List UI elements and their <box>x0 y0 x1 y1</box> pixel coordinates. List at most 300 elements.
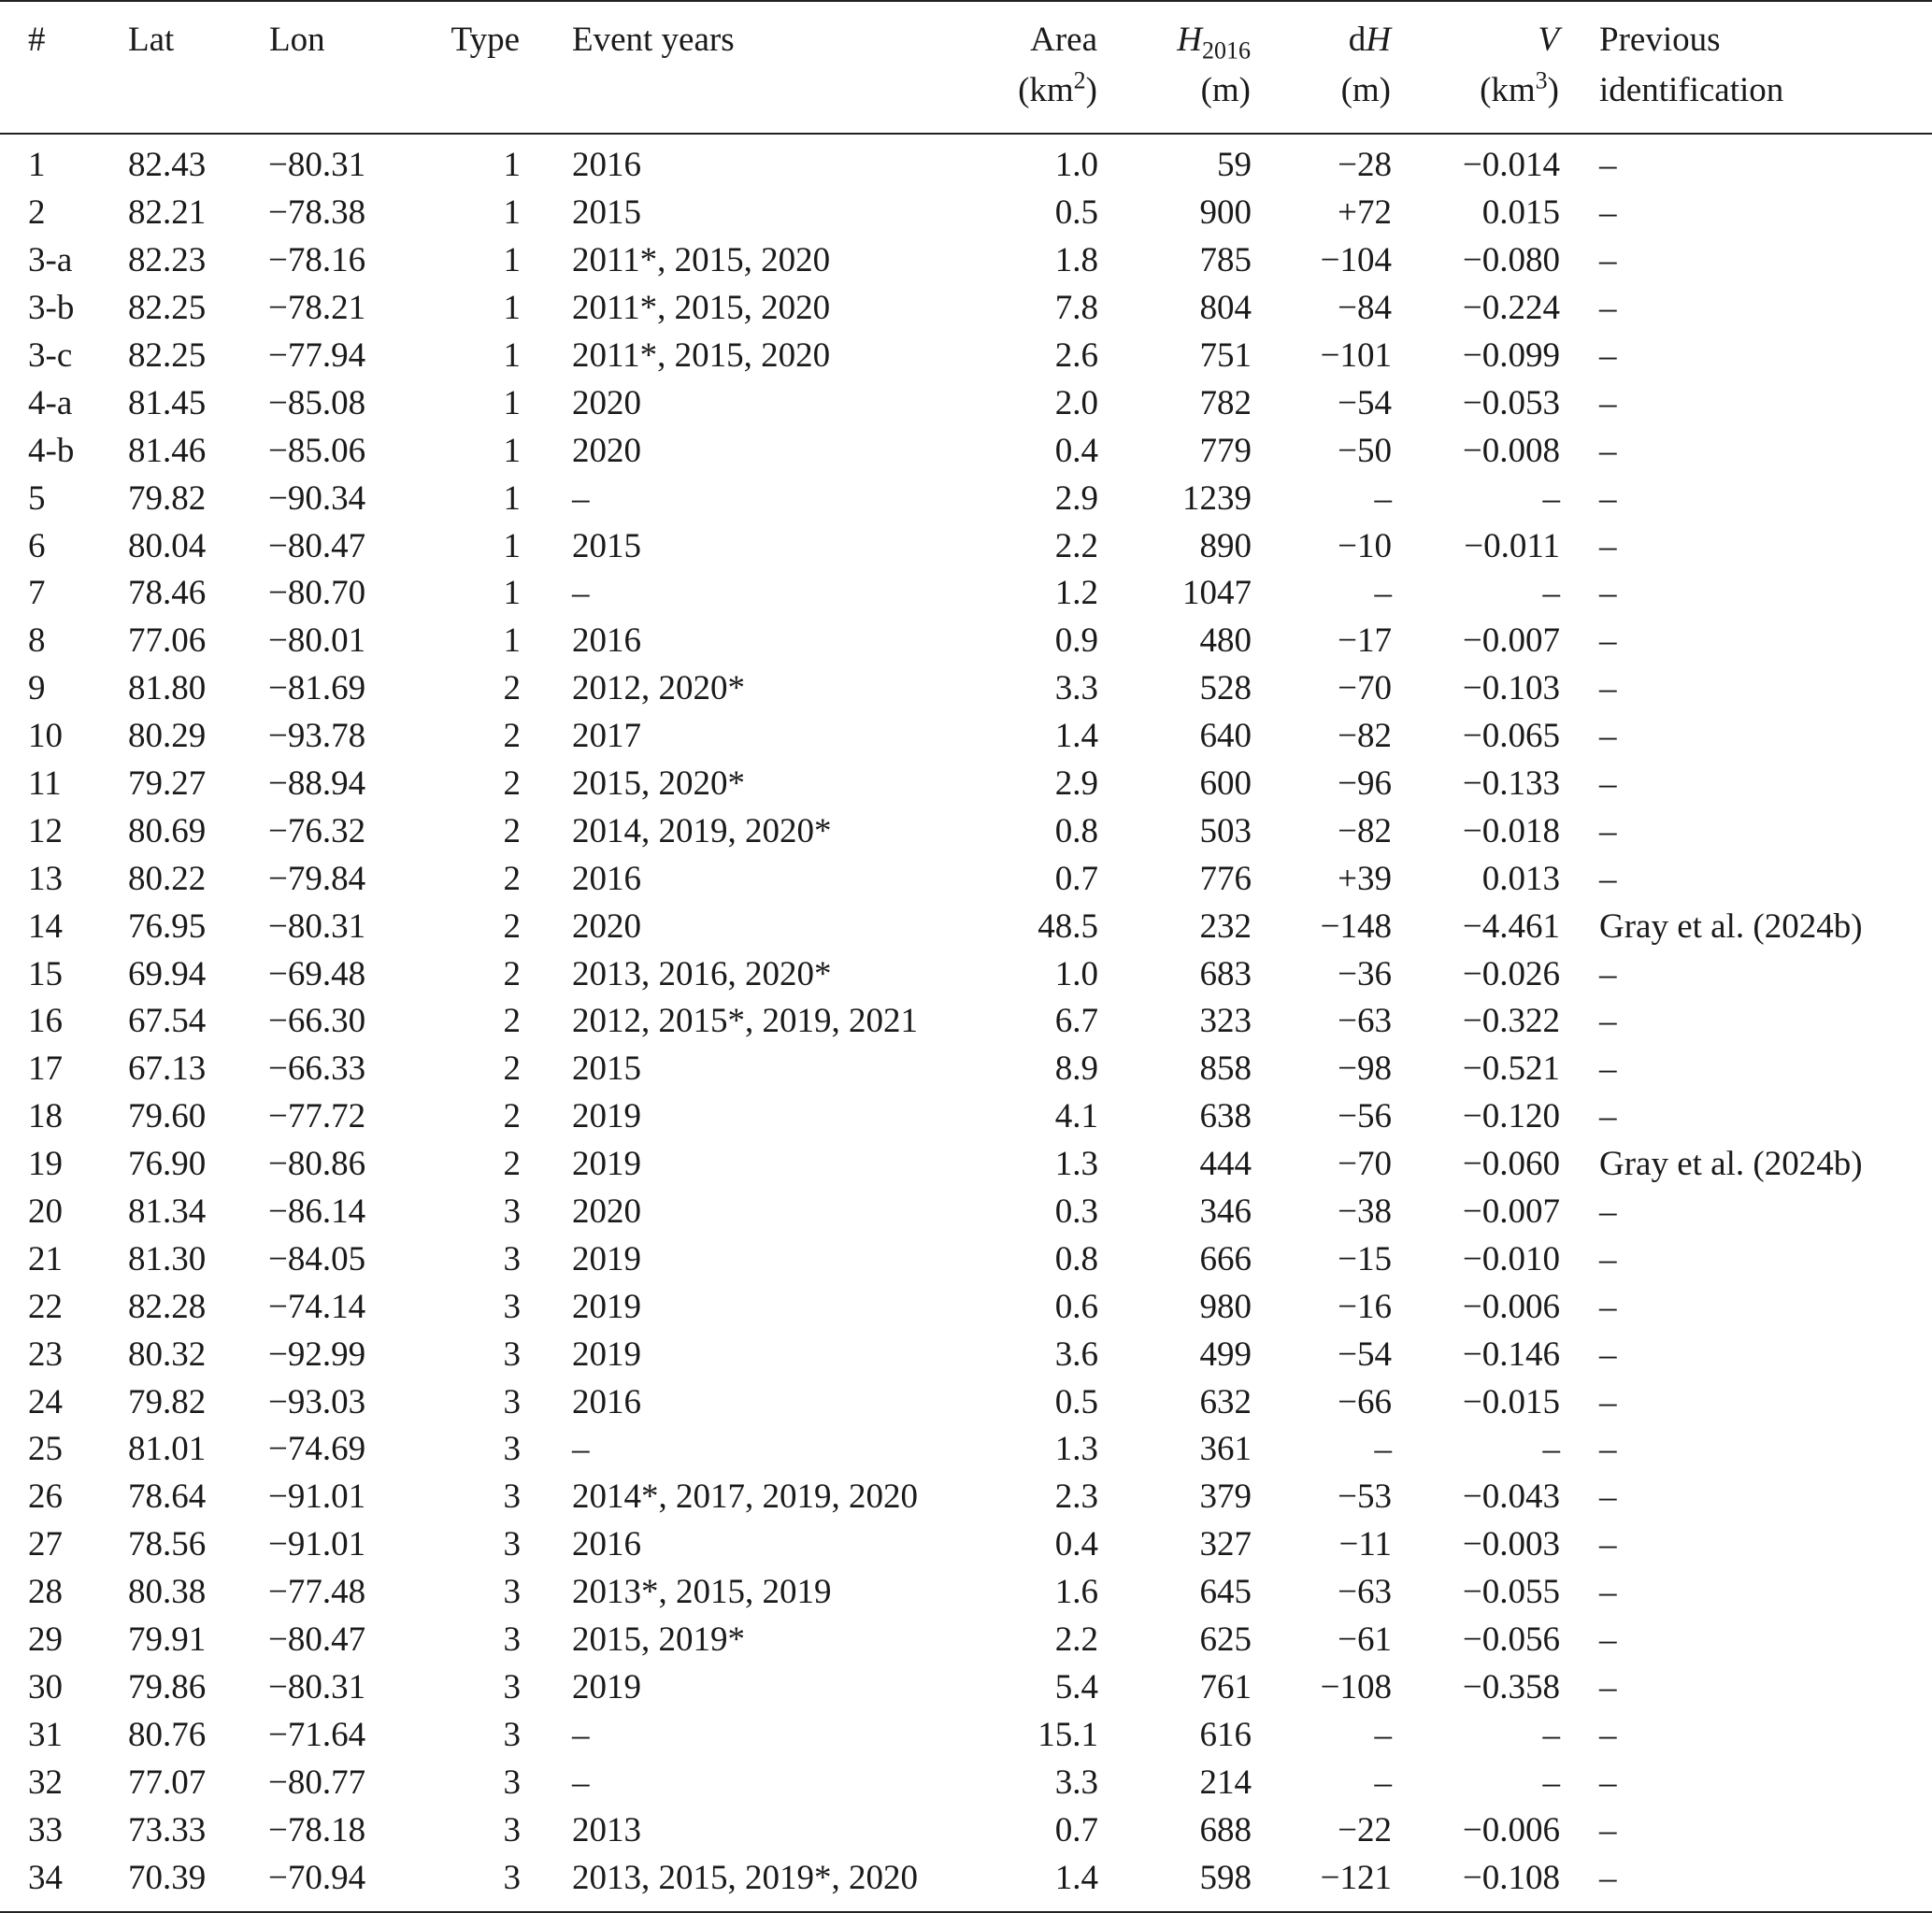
cell-area: 15.1 <box>1038 1715 1098 1754</box>
cell-dh: −61 <box>1338 1620 1392 1660</box>
cell-num: 1 <box>28 146 46 185</box>
cell-dh: −28 <box>1338 146 1392 185</box>
table-row <box>0 713 1932 761</box>
cell-lat: 67.54 <box>128 1002 207 1041</box>
cell-num: 29 <box>28 1620 63 1660</box>
cell-previous-identification: – <box>1599 669 1617 708</box>
cell-h2016: 598 <box>1199 1858 1252 1897</box>
table-row <box>0 1474 1932 1521</box>
cell-event-years: – <box>572 574 590 613</box>
cell-event-years: 2014, 2019, 2020* <box>572 811 832 850</box>
cell-num: 33 <box>28 1810 63 1849</box>
cell-h2016: 379 <box>1199 1478 1252 1517</box>
cell-event-years: 2013, 2016, 2020* <box>572 954 832 993</box>
cell-type: 1 <box>503 383 521 422</box>
cell-volume: −0.133 <box>1462 764 1560 804</box>
cell-num: 2 <box>28 193 46 233</box>
cell-event-years: 2012, 2020* <box>572 669 745 708</box>
cell-type: 1 <box>503 146 521 185</box>
cell-lon: −80.86 <box>268 1145 366 1184</box>
table-row <box>0 1378 1932 1426</box>
cell-h2016: 327 <box>1199 1525 1252 1564</box>
cell-dh: −70 <box>1338 669 1392 708</box>
cell-lat: 78.56 <box>128 1525 207 1564</box>
cell-event-years: 2013*, 2015, 2019 <box>572 1573 832 1612</box>
cell-previous-identification: – <box>1599 431 1617 470</box>
cell-h2016: 683 <box>1199 954 1252 993</box>
cell-num: 3-b <box>28 289 75 328</box>
cell-lat: 79.86 <box>128 1667 207 1706</box>
cell-lon: −91.01 <box>268 1478 366 1517</box>
cell-type: 1 <box>503 526 521 565</box>
cell-event-years: 2020 <box>572 431 641 470</box>
cell-lat: 82.43 <box>128 146 207 185</box>
cell-lat: 81.80 <box>128 669 207 708</box>
cell-area: 2.9 <box>1054 764 1098 804</box>
table-row <box>0 761 1932 808</box>
cell-previous-identification: – <box>1599 193 1617 233</box>
cell-type: 2 <box>503 1097 521 1136</box>
cell-lon: −88.94 <box>268 764 366 804</box>
cell-previous-identification: – <box>1599 859 1617 898</box>
cell-dh: −53 <box>1338 1478 1392 1517</box>
cell-area: 0.9 <box>1054 621 1098 661</box>
cell-event-years: 2020 <box>572 907 641 946</box>
cell-lon: −78.18 <box>268 1810 366 1849</box>
cell-lat: 81.30 <box>128 1239 207 1278</box>
cell-previous-identification: – <box>1599 1097 1617 1136</box>
cell-lat: 69.94 <box>128 954 207 993</box>
cell-area: 3.3 <box>1054 669 1098 708</box>
cell-dh: −121 <box>1320 1858 1392 1897</box>
cell-num: 21 <box>28 1239 63 1278</box>
cell-lat: 82.28 <box>128 1287 207 1326</box>
cell-h2016: 645 <box>1199 1573 1252 1612</box>
cell-num: 14 <box>28 907 63 946</box>
cell-lon: −93.03 <box>268 1382 366 1421</box>
cell-h2016: 761 <box>1199 1667 1252 1706</box>
cell-volume: −0.521 <box>1462 1049 1560 1089</box>
cell-num: 11 <box>28 764 62 804</box>
cell-h2016: 785 <box>1199 241 1252 280</box>
cell-num: 34 <box>28 1858 63 1897</box>
cell-previous-identification: – <box>1599 764 1617 804</box>
cell-area: 1.4 <box>1054 1858 1098 1897</box>
cell-num: 5 <box>28 478 46 518</box>
cell-volume: −0.358 <box>1462 1667 1560 1706</box>
cell-event-years: – <box>572 1763 590 1802</box>
cell-event-years: 2015 <box>572 1049 641 1089</box>
cell-lat: 82.23 <box>128 241 207 280</box>
cell-previous-identification: – <box>1599 1049 1617 1089</box>
cell-dh: −10 <box>1338 526 1392 565</box>
cell-num: 27 <box>28 1525 63 1564</box>
cell-lat: 82.25 <box>128 336 207 375</box>
cell-volume: −0.065 <box>1462 717 1560 756</box>
cell-event-years: – <box>572 1430 590 1469</box>
cell-dh: −84 <box>1338 289 1392 328</box>
cell-h2016: 503 <box>1199 811 1252 850</box>
cell-h2016: 890 <box>1199 526 1252 565</box>
cell-lat: 73.33 <box>128 1810 207 1849</box>
cell-lat: 82.21 <box>128 193 207 233</box>
cell-volume: −0.056 <box>1462 1620 1560 1660</box>
cell-type: 3 <box>503 1478 521 1517</box>
cell-lat: 79.91 <box>128 1620 207 1660</box>
cell-type: 3 <box>503 1335 521 1374</box>
cell-previous-identification: – <box>1599 289 1617 328</box>
cell-volume: −0.108 <box>1462 1858 1560 1897</box>
cell-previous-identification: – <box>1599 1335 1617 1374</box>
cell-previous-identification: – <box>1599 574 1617 613</box>
cell-area: 4.1 <box>1054 1097 1098 1136</box>
cell-area: 7.8 <box>1054 289 1098 328</box>
cell-h2016: 858 <box>1199 1049 1252 1089</box>
cell-lat: 78.46 <box>128 574 207 613</box>
cell-lat: 77.06 <box>128 621 207 661</box>
cell-h2016: 346 <box>1199 1192 1252 1232</box>
cell-lon: −78.21 <box>268 289 366 328</box>
cell-dh: −108 <box>1320 1667 1392 1706</box>
cell-area: 8.9 <box>1054 1049 1098 1089</box>
table-row <box>0 522 1932 570</box>
cell-h2016: 59 <box>1217 146 1252 185</box>
cell-area: 1.0 <box>1054 146 1098 185</box>
cell-lon: −69.48 <box>268 954 366 993</box>
cell-type: 3 <box>503 1430 521 1469</box>
cell-num: 4-a <box>28 383 73 422</box>
cell-type: 2 <box>503 859 521 898</box>
cell-area: 0.4 <box>1054 1525 1098 1564</box>
cell-volume: −0.008 <box>1462 431 1560 470</box>
cell-type: 1 <box>503 336 521 375</box>
cell-h2016: 528 <box>1199 669 1252 708</box>
cell-num: 9 <box>28 669 46 708</box>
cell-type: 3 <box>503 1239 521 1278</box>
cell-volume: −0.120 <box>1462 1097 1560 1136</box>
cell-area: 1.2 <box>1054 574 1098 613</box>
cell-dh: −104 <box>1320 241 1392 280</box>
cell-volume: −0.014 <box>1462 146 1560 185</box>
cell-dh: −36 <box>1338 954 1392 993</box>
cell-num: 13 <box>28 859 63 898</box>
cell-event-years: 2014*, 2017, 2019, 2020 <box>572 1478 918 1517</box>
cell-previous-identification: – <box>1599 1002 1617 1041</box>
table-row <box>0 1426 1932 1474</box>
cell-type: 3 <box>503 1287 521 1326</box>
cell-volume: −0.026 <box>1462 954 1560 993</box>
cell-num: 26 <box>28 1478 63 1517</box>
cell-dh: −54 <box>1338 1335 1392 1374</box>
cell-lon: −78.38 <box>268 193 366 233</box>
cell-previous-identification: – <box>1599 1192 1617 1232</box>
cell-type: 3 <box>503 1573 521 1612</box>
cell-previous-identification: – <box>1599 336 1617 375</box>
cell-type: 1 <box>503 574 521 613</box>
cell-lat: 82.25 <box>128 289 207 328</box>
cell-previous-identification: – <box>1599 1239 1617 1278</box>
cell-area: 2.3 <box>1054 1478 1098 1517</box>
cell-lon: −80.77 <box>268 1763 366 1802</box>
cell-dh: −63 <box>1338 1002 1392 1041</box>
cell-previous-identification: – <box>1599 1478 1617 1517</box>
cell-dh: – <box>1374 1763 1392 1802</box>
cell-previous-identification: – <box>1599 717 1617 756</box>
table-row <box>0 1093 1932 1141</box>
cell-num: 3-a <box>28 241 73 280</box>
cell-type: 2 <box>503 1145 521 1184</box>
table-row <box>0 855 1932 903</box>
cell-lat: 79.60 <box>128 1097 207 1136</box>
cell-volume: −0.015 <box>1462 1382 1560 1421</box>
header-row <box>0 1 1932 134</box>
cell-lon: −71.64 <box>268 1715 366 1754</box>
cell-lon: −79.84 <box>268 859 366 898</box>
cell-lon: −80.31 <box>268 907 366 946</box>
cell-type: 3 <box>503 1667 521 1706</box>
cell-volume: −0.006 <box>1462 1810 1560 1849</box>
cell-lon: −85.06 <box>268 431 366 470</box>
col-header-lat: Lat <box>128 21 175 59</box>
col-header-h2016: $H_{2016}$ (m) <box>1177 21 1251 109</box>
cell-num: 19 <box>28 1145 63 1184</box>
cell-dh: – <box>1374 1715 1392 1754</box>
table-row <box>0 190 1932 237</box>
table-row <box>0 618 1932 665</box>
cell-area: 1.4 <box>1054 717 1098 756</box>
cell-lat: 76.95 <box>128 907 207 946</box>
cell-h2016: 444 <box>1199 1145 1252 1184</box>
cell-lon: −91.01 <box>268 1525 366 1564</box>
table-row <box>0 1521 1932 1569</box>
cell-num: 20 <box>28 1192 63 1232</box>
cell-lon: −77.72 <box>268 1097 366 1136</box>
cell-area: 0.8 <box>1054 1239 1098 1278</box>
cell-h2016: 804 <box>1199 289 1252 328</box>
cell-dh: −82 <box>1338 717 1392 756</box>
cell-h2016: 688 <box>1199 1810 1252 1849</box>
cell-dh: – <box>1374 574 1392 613</box>
cell-volume: −0.080 <box>1462 241 1560 280</box>
cell-volume: 0.015 <box>1481 193 1560 233</box>
cell-area: 3.3 <box>1054 1763 1098 1802</box>
cell-type: 2 <box>503 764 521 804</box>
cell-area: 5.4 <box>1054 1667 1098 1706</box>
cell-h2016: 666 <box>1199 1239 1252 1278</box>
cell-type: 1 <box>503 289 521 328</box>
cell-type: 3 <box>503 1192 521 1232</box>
table-row <box>0 1854 1932 1912</box>
cell-h2016: 900 <box>1199 193 1252 233</box>
cell-lon: −92.99 <box>268 1335 366 1374</box>
cell-lon: −70.94 <box>268 1858 366 1897</box>
cell-previous-identification: – <box>1599 1525 1617 1564</box>
col-header-lon: Lon <box>269 21 325 59</box>
cell-event-years: 2015 <box>572 193 641 233</box>
cell-num: 25 <box>28 1430 63 1469</box>
cell-area: 0.7 <box>1054 1810 1098 1849</box>
cell-type: 2 <box>503 811 521 850</box>
cell-event-years: 2016 <box>572 146 641 185</box>
table-row <box>0 1711 1932 1759</box>
cell-previous-identification: – <box>1599 1573 1617 1612</box>
cell-area: 2.0 <box>1054 383 1098 422</box>
cell-volume: −0.099 <box>1462 336 1560 375</box>
cell-dh: −82 <box>1338 811 1392 850</box>
cell-area: 0.6 <box>1054 1287 1098 1326</box>
cell-num: 15 <box>28 954 63 993</box>
cell-event-years: 2013 <box>572 1810 641 1849</box>
cell-volume: −0.055 <box>1462 1573 1560 1612</box>
cell-area: 1.0 <box>1054 954 1098 993</box>
cell-area: 1.6 <box>1054 1573 1098 1612</box>
table-row <box>0 903 1932 950</box>
cell-h2016: 632 <box>1199 1382 1252 1421</box>
cell-type: 2 <box>503 907 521 946</box>
cell-previous-identification: – <box>1599 383 1617 422</box>
cell-event-years: 2017 <box>572 717 641 756</box>
cell-lon: −93.78 <box>268 717 366 756</box>
cell-lon: −80.47 <box>268 1620 366 1660</box>
cell-num: 12 <box>28 811 63 850</box>
cell-h2016: 640 <box>1199 717 1252 756</box>
cell-volume: −0.018 <box>1462 811 1560 850</box>
cell-volume: – <box>1542 478 1560 518</box>
table-row <box>0 333 1932 380</box>
cell-event-years: 2016 <box>572 1382 641 1421</box>
cell-volume: −0.006 <box>1462 1287 1560 1326</box>
cell-h2016: 625 <box>1199 1620 1252 1660</box>
cell-num: 18 <box>28 1097 63 1136</box>
col-header-type: Type <box>451 21 520 59</box>
cell-h2016: 616 <box>1199 1715 1252 1754</box>
table-row <box>0 134 1932 190</box>
cell-dh: −63 <box>1338 1573 1392 1612</box>
col-header-dh: dH (m) <box>1340 21 1391 109</box>
table-row <box>0 1569 1932 1617</box>
cell-event-years: – <box>572 1715 590 1754</box>
cell-dh: – <box>1374 478 1392 518</box>
cell-lon: −78.16 <box>268 241 366 280</box>
table-row <box>0 1235 1932 1283</box>
cell-area: 2.9 <box>1054 478 1098 518</box>
cell-dh: −56 <box>1338 1097 1392 1136</box>
cell-event-years: 2019 <box>572 1145 641 1184</box>
cell-num: 28 <box>28 1573 63 1612</box>
cell-volume: −0.010 <box>1462 1239 1560 1278</box>
cell-area: 0.4 <box>1054 431 1098 470</box>
cell-volume: −0.007 <box>1462 1192 1560 1232</box>
cell-num: 17 <box>28 1049 63 1089</box>
table-row <box>0 285 1932 333</box>
cell-previous-identification: – <box>1599 526 1617 565</box>
cell-lon: −80.31 <box>268 1667 366 1706</box>
col-header-area: Area $(km^2)$ <box>1018 21 1097 109</box>
table-row <box>0 237 1932 285</box>
cell-area: 2.2 <box>1054 1620 1098 1660</box>
cell-previous-identification: – <box>1599 1620 1617 1660</box>
cell-dh: −54 <box>1338 383 1392 422</box>
cell-area: 1.3 <box>1054 1145 1098 1184</box>
cell-lat: 70.39 <box>128 1858 207 1897</box>
cell-previous-identification: – <box>1599 1763 1617 1802</box>
cell-event-years: 2019 <box>572 1335 641 1374</box>
cell-dh: −66 <box>1338 1382 1392 1421</box>
col-header-event-years: Event years <box>572 21 735 59</box>
cell-event-years: 2019 <box>572 1667 641 1706</box>
cell-h2016: 776 <box>1199 859 1252 898</box>
cell-type: 2 <box>503 669 521 708</box>
cell-lat: 76.90 <box>128 1145 207 1184</box>
cell-type: 1 <box>503 478 521 518</box>
cell-volume: – <box>1542 1715 1560 1754</box>
cell-h2016: 361 <box>1199 1430 1252 1469</box>
cell-dh: +39 <box>1338 859 1392 898</box>
cell-lon: −74.14 <box>268 1287 366 1326</box>
cell-lat: 79.27 <box>128 764 207 804</box>
cell-volume: −0.003 <box>1462 1525 1560 1564</box>
cell-lon: −80.47 <box>268 526 366 565</box>
cell-area: 0.7 <box>1054 859 1098 898</box>
cell-dh: −98 <box>1338 1049 1392 1089</box>
cell-type: 3 <box>503 1715 521 1754</box>
cell-lat: 78.64 <box>128 1478 207 1517</box>
cell-num: 32 <box>28 1763 63 1802</box>
cell-lat: 81.34 <box>128 1192 207 1232</box>
cell-area: 0.5 <box>1054 1382 1098 1421</box>
table-row <box>0 475 1932 522</box>
cell-area: 2.2 <box>1054 526 1098 565</box>
table-row <box>0 1664 1932 1712</box>
col-header-num: # <box>28 21 46 59</box>
cell-type: 3 <box>503 1382 521 1421</box>
cell-dh: −70 <box>1338 1145 1392 1184</box>
cell-volume: 0.013 <box>1481 859 1560 898</box>
cell-h2016: 751 <box>1199 336 1252 375</box>
cell-dh: −101 <box>1320 336 1392 375</box>
cell-num: 23 <box>28 1335 63 1374</box>
cell-num: 10 <box>28 717 63 756</box>
cell-dh: −96 <box>1338 764 1392 804</box>
cell-event-years: – <box>572 478 590 518</box>
cell-num: 22 <box>28 1287 63 1326</box>
cell-volume: −0.043 <box>1462 1478 1560 1517</box>
table-row <box>0 1759 1932 1806</box>
cell-previous-identification: – <box>1599 1287 1617 1326</box>
cell-lat: 81.45 <box>128 383 207 422</box>
cell-previous-identification: – <box>1599 478 1617 518</box>
cell-previous-identification: – <box>1599 1382 1617 1421</box>
table-row <box>0 1046 1932 1093</box>
cell-volume: −0.007 <box>1462 621 1560 661</box>
table-row <box>0 427 1932 475</box>
table-row <box>0 1283 1932 1331</box>
cell-event-years: 2019 <box>572 1097 641 1136</box>
cell-volume: −0.060 <box>1462 1145 1560 1184</box>
cell-area: 48.5 <box>1038 907 1098 946</box>
cell-num: 7 <box>28 574 46 613</box>
cell-lat: 79.82 <box>128 1382 207 1421</box>
cell-area: 0.5 <box>1054 193 1098 233</box>
cell-dh: −16 <box>1338 1287 1392 1326</box>
cell-type: 1 <box>503 193 521 233</box>
cell-lat: 67.13 <box>128 1049 207 1089</box>
cell-lon: −77.48 <box>268 1573 366 1612</box>
cell-type: 3 <box>503 1525 521 1564</box>
table-row <box>0 665 1932 713</box>
cell-volume: −0.053 <box>1462 383 1560 422</box>
cell-num: 16 <box>28 1002 63 1041</box>
